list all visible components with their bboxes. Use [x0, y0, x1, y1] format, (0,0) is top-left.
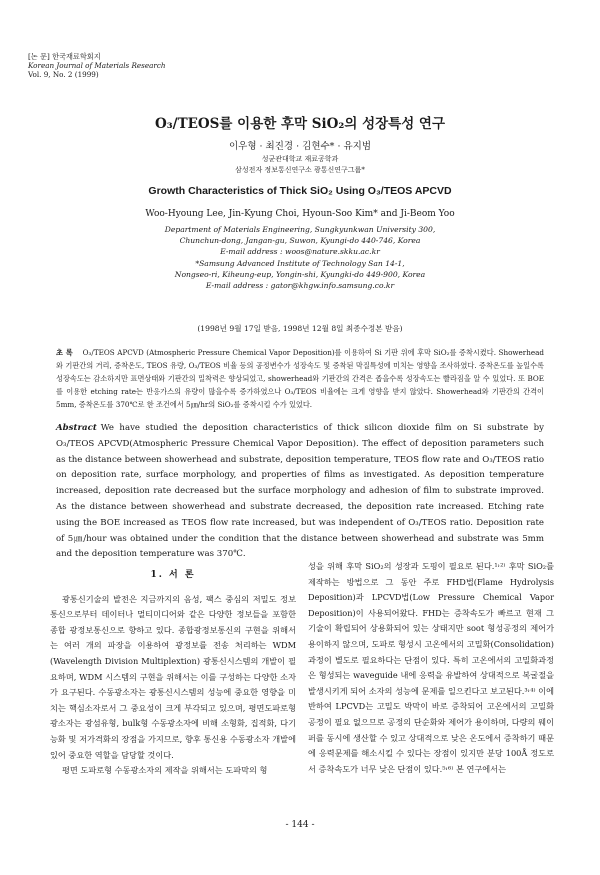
affiliations-korean: [0, 154, 600, 176]
affiliation-ko-1: 성균관대학교 재료공학과: [261, 155, 339, 163]
abstract-en-label: Abstract: [56, 423, 97, 433]
email-line: E-mail address : woos@nature.skku.ac.kr: [220, 247, 380, 257]
journal-header: [28, 52, 166, 79]
journal-name-en: Korean Journal of Materials Research: [28, 61, 166, 70]
page-number: - 144 -: [285, 820, 315, 830]
abstract-en-text: We have studied the deposition characteristics of thick silicon dioxide film on Si substrate by O₃/TEOS APCVD(Atmospheric Pressure Chemical Vapor Deposition). The effect of deposition parameters such as the distance between showerhead and substrate, deposition temperature, TEOS flow rate and O₃/TEOS ratio on deposition rate, surface morphology, and properties of films as investigated. As deposition temperature increased, deposition rate decreased but the surface morphology and adhesion of film to substrate improved. As the distance between showerhead and substrate decreased, the deposition rate increased. Etching rate using the BOE increased as TEOS flow rate increased, but was independent of O₃/TEOS ratio. Deposition rate of 5㎛/hour was obtained under the condition that the distance between showerhead and substrate was 5mm and the deposition temperature was 370℃.: [56, 423, 544, 560]
body-paragraph: 광통신기술의 발전은 지금까지의 음성, 팩스 중심의 저밀도 정보통신으로부터 데이터나 멀티미디어와 같은 다양한 정보들을 포함한 종합 광정보통신으로 향하고 있다. 종합광정보통신의 구현을 위해서는 여러 개의 파장을 이용하여 광정보를 전송 처리하는 WDM (Wavelength Division Multiplextion) 광통신시스템의 개발이 필요하며, WDM 시스템의 구현을 위해서는 이를 구성하는 다양한 소자가 요구된다. 수동광소자는 광통신시스템의 성능에 중요한 영향을 미치는 핵심소자로서 그 중요성이 크게 부각되고 있으며, 평면도파로형 광소자는 광섬유형, bulk형 수동광소자에 비해 소형화, 집적화, 다기능화 및 저가격화의 장점을 가지므로, 향후 통신용 수동광소자 개발에 있어 중요한 역할을 담당할 것이다.: [50, 593, 296, 760]
title-english: Growth Characteristics of Thick SiO₂ Using O₃/TEOS APCVD: [148, 185, 452, 197]
authors-korean: 이우형 · 최진경 · 김현수* · 유지범: [228, 141, 372, 152]
journal-name-ko: [논 문] 한국재료학회지: [28, 52, 101, 61]
affiliation-ko-2: 삼성전자 정보통신연구소 광통신연구그룹*: [235, 166, 365, 174]
body-column-left: [50, 560, 296, 779]
received-dates: (1998년 9월 17일 받음, 1998년 12월 8일 최종수정본 받음): [197, 324, 403, 333]
abstract-korean: [56, 346, 544, 411]
body-paragraph: 평면 도파로형 수동광소자의 제작을 위해서는 도파막의 형: [62, 765, 268, 776]
email-line: E-mail address : gator@khgw.info.samsung.co.kr: [205, 281, 395, 291]
abstract-ko-label: 초 록: [56, 348, 73, 357]
affiliation-en-line: Chunchun-dong, Jangan-gu, Suwon, Kyungi-do 440-746, Korea: [179, 236, 421, 246]
affiliations-english: [0, 224, 600, 291]
abstract-english: [56, 421, 544, 563]
journal-volume: Vol. 9, No. 2 (1999): [28, 70, 99, 79]
title-korean: O₃/TEOS를 이용한 후막 SiO₂의 성장특성 연구: [154, 116, 446, 132]
section-title: 1. 서 론: [150, 570, 196, 580]
affiliation-en-line: *Samsung Advanced Institute of Technology San 14-1,: [195, 258, 405, 268]
affiliation-en-line: Nongseo-ri, Kiheung-eup, Yongin-shi, Kyungki-do 449-900, Korea: [174, 269, 426, 279]
authors-english: Woo-Hyoung Lee, Jin-Kyung Choi, Hyoun-Soo Kim* and Ji-Beom Yoo: [145, 209, 455, 219]
body-paragraph: 성을 위해 후막 SiO₂의 성장과 도핑이 필요로 된다.¹˒²⁾ 후막 SiO₂를 제작하는 방법으로 그 동안 주로 FHD법(Flame Hydrolysis Deposition)과 LPCVD법(Low Pressure Chemical Vapor Deposition)이 사용되어왔다. FHD는 증착속도가 빠르고 현재 그 기술이 확립되어 상용화되어 있는 상태지만 soot 형성공정의 제어가 용이하지 않으며, 도파로 형성시 고온에서의 고밀화(Consolidation)과정이 별도로 필요하다는 단점이 있다. 특히 고온에서의 고밀화과정은 형성되는 waveguide 내에 응력을 유발하여 상대적으로 복굴절을 발생시키게 되어 소자의 성능에 문제를 일으킨다고 보고된다.³˒⁴⁾ 이에 반하여 LPCVD는 고밀도 박막이 바로 증착되어 고온에서의 고밀화 공정이 필요 없으므로 공정의 단순화와 제어가 용이하며, 다량의 웨이퍼를 동시에 생산할 수 있고 상대적으로 낮은 온도에서 증착하기 때문에 응력문제를 해소시킬 수 있다는 장점이 있지만 분당 100Å 정도로서 증착속도가 너무 낮은 단점이 있다.⁵˒⁶⁾ 본 연구에서는: [308, 561, 554, 774]
body-column-right: [308, 559, 554, 777]
abstract-ko-text: O₃/TEOS APCVD (Atmospheric Pressure Chemical Vapor Deposition)를 이용하여 Si 기판 위에 후막 SiO₂를 증착시켰다. Showerhead와 기판간의 거리, 증착온도, TEOS 유량, O₃/TEOS 비율 등의 공정변수가 성장속도 및 증착된 막질특성에 미치는 영향을 조사하였다. 증착온도를 높일수록 성장속도는 감소하지만 표면상태와 기판간의 밀착력은 향상되었고, showerhead와 기판간의 간격은 좁을수록 성장속도는 빨라짐을 알 수 있었다. 또 BOE를 이용한 etching rate는 반응가스의 유량이 많을수록 증가하였으나 O₃/TEOS 비율에는 크게 영향을 받지 않았다. Showerhead와 기판간의 간격이 5mm, 증착온도를 370℃로 한 조건에서 5㎛/hr의 SiO₂를 증착시킬 수가 있었다.: [56, 348, 545, 409]
affiliation-en-line: Department of Materials Engineering, Sungkyunkwan University 300,: [164, 225, 436, 234]
